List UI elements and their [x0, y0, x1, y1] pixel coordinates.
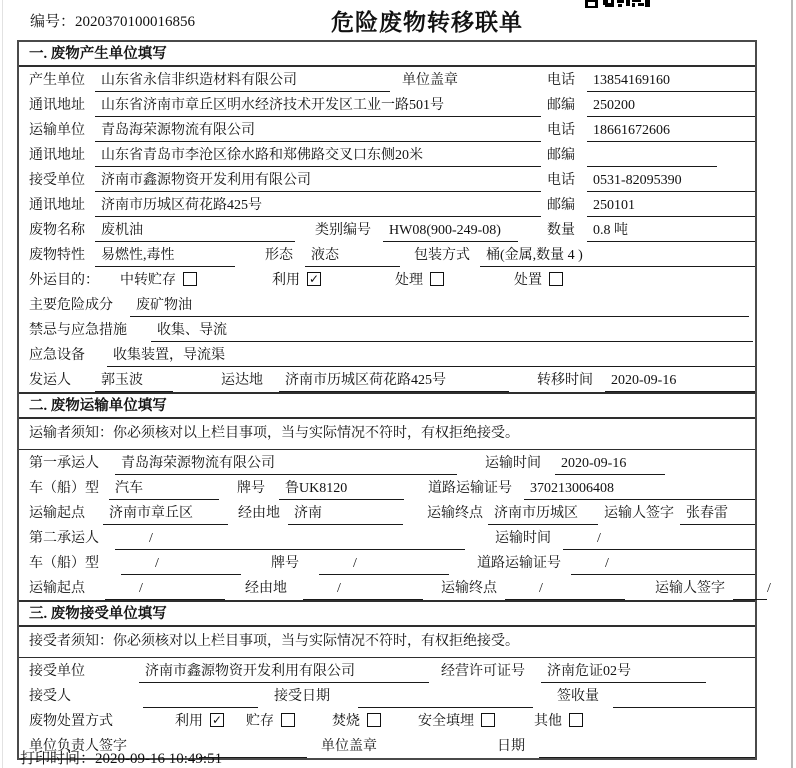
- section1-header: 一. 废物产生单位填写: [19, 42, 755, 67]
- terminus-value: 济南市历城区: [488, 502, 598, 525]
- disposal-option-store: [246, 710, 295, 733]
- option-label: 处理: [395, 273, 423, 288]
- unit-seal-label: 单位盖章: [402, 73, 458, 88]
- origin-value: 济南市章丘区: [103, 502, 228, 525]
- receiver-label: 接受单位: [29, 173, 85, 188]
- unit-seal-label: 单位盖章: [321, 739, 377, 754]
- address-label: 通讯地址: [29, 148, 85, 163]
- quantity-value: 0.8 吨: [587, 219, 755, 242]
- section3-notice: 接受者须知：你必须核对以上栏目事项，当与实际情况不符时，有权拒绝接受。: [19, 627, 755, 658]
- road-license-value: 370213006408: [524, 477, 755, 500]
- property-value: 易燃性,毒性: [95, 244, 235, 267]
- row-accept-unit: [19, 658, 755, 683]
- row-route1: [19, 500, 755, 525]
- terminus-label: 运输终点: [427, 506, 483, 521]
- section2-header: 二. 废物运输单位填写: [19, 392, 755, 419]
- plate-label: 牌号: [237, 481, 265, 496]
- zip-label: 邮编: [547, 148, 575, 163]
- receiver-value: 济南市鑫源物资开发利用有限公司: [95, 169, 541, 192]
- phone-value: 0531-82095390: [587, 169, 755, 192]
- accept-date-label: 接受日期: [274, 689, 330, 704]
- page-title: 危险废物转移联单: [331, 10, 523, 35]
- zip-label: 邮编: [547, 198, 575, 213]
- phone-value: 13854169160: [587, 69, 755, 92]
- hazard-label: 主要危险成分: [29, 298, 113, 313]
- equipment-value: 收集装置，导流渠: [107, 344, 755, 367]
- qr-code-fragment: [585, 0, 651, 11]
- signed-amount-value: [613, 685, 755, 708]
- accept-unit-label: 接受单位: [29, 664, 85, 679]
- zip-value: 250200: [587, 94, 755, 117]
- address-label: 通讯地址: [29, 198, 85, 213]
- zip-value: 250101: [587, 194, 755, 217]
- equipment-label: 应急设备: [29, 348, 85, 363]
- row-second-carrier: [19, 525, 755, 550]
- carrier2-value: /: [115, 527, 465, 550]
- row-route2: [19, 575, 771, 600]
- origin-value: /: [105, 577, 225, 600]
- row-emergency-equipment: [19, 342, 755, 367]
- address-value: 山东省济南市章丘区明水经济技术开发区工业一路501号: [95, 94, 541, 117]
- waste-name-value: 废机油: [95, 219, 295, 242]
- checkbox-mark: ✓: [308, 271, 320, 286]
- carrier-sign-label: 运输人签字: [604, 506, 674, 521]
- category-label: 类别编号: [315, 223, 371, 238]
- row-waste-property: [19, 242, 755, 267]
- plate-label: 牌号: [271, 556, 299, 571]
- road-license-value: /: [571, 552, 755, 575]
- serial-label: 编号：: [30, 14, 76, 30]
- address-value: 济南市历城区荷花路425号: [95, 194, 541, 217]
- carrier2-label: 第二承运人: [29, 531, 99, 546]
- option-label: 中转贮存: [120, 273, 176, 288]
- page-left-edge: [2, 0, 3, 768]
- checkbox-landfill-icon: [481, 713, 495, 727]
- permit-label: 经营许可证号: [441, 664, 525, 679]
- vehicle-type-label: 车（船）型: [29, 556, 99, 571]
- acceptor-label: 接受人: [29, 689, 71, 704]
- section2-notice: 运输者须知：你必须核对以上栏目事项，当与实际情况不符时，有权拒绝接受。: [19, 419, 755, 450]
- emergency-value: 收集、导流: [151, 319, 753, 342]
- plate-value: /: [319, 552, 449, 575]
- manifest-form: [17, 40, 771, 760]
- shipper-value: 郭玉波: [95, 369, 173, 392]
- purpose-option-storage: [120, 269, 197, 292]
- packing-value: 桶(金属,数量 4 ): [480, 244, 755, 267]
- row-emergency-measures: [19, 317, 755, 342]
- print-time-value: 2020-09-16 10:49:51: [95, 751, 223, 767]
- road-license-label: 道路运输证号: [428, 481, 512, 496]
- purpose-option-treat: [395, 269, 444, 292]
- destination-value: 济南市历城区荷花路425号: [279, 369, 509, 392]
- origin-label: 运输起点: [29, 506, 85, 521]
- disposal-label: 废物处置方式: [29, 714, 113, 729]
- disposal-option-incinerate: [332, 710, 381, 733]
- accept-unit-value: 济南市鑫源物资开发利用有限公司: [139, 660, 429, 683]
- checkbox-storage-icon: [183, 272, 197, 286]
- emergency-label: 禁忌与应急措施: [29, 323, 127, 338]
- transport-time-value: /: [563, 527, 755, 550]
- phone-label: 电话: [547, 173, 575, 188]
- zip-label: 邮编: [547, 98, 575, 113]
- terminus-label: 运输终点: [441, 581, 497, 596]
- option-label: 处置: [514, 273, 542, 288]
- carrier-sign-label: 运输人签字: [655, 581, 725, 596]
- checkbox-treat-icon: [430, 272, 444, 286]
- phone-label: 电话: [547, 123, 575, 138]
- date-label: 日期: [497, 739, 525, 754]
- transporter-value: 青岛海荣源物流有限公司: [95, 119, 541, 142]
- property-label: 废物特性: [29, 248, 85, 263]
- print-time: [20, 747, 222, 768]
- vehicle-type-value: /: [121, 552, 241, 575]
- producer-label: 产生单位: [29, 73, 85, 88]
- carrier-sign-value: 张春雷: [680, 502, 755, 525]
- transport-time-label: 运输时间: [485, 456, 541, 471]
- accept-date-value: [358, 685, 533, 708]
- road-license-label: 道路运输证号: [477, 556, 561, 571]
- phone-label: 电话: [547, 73, 575, 88]
- transport-time-label: 运输时间: [495, 531, 551, 546]
- carrier1-label: 第一承运人: [29, 456, 99, 471]
- date-value: [539, 735, 755, 758]
- carrier-sign-value: /: [733, 577, 767, 600]
- checkbox-utilize-icon: [307, 272, 321, 286]
- checkbox-mark: ✓: [211, 712, 223, 727]
- checkbox-incinerate-icon: [367, 713, 381, 727]
- print-time-label: 打印时间：: [20, 751, 96, 767]
- row-shipper: [19, 367, 755, 392]
- section3-header: 三. 废物接受单位填写: [19, 600, 755, 627]
- transporter-label: 运输单位: [29, 123, 85, 138]
- carrier1-value: 青岛海荣源物流有限公司: [115, 452, 457, 475]
- packing-label: 包装方式: [414, 248, 470, 263]
- address-label: 通讯地址: [29, 98, 85, 113]
- checkbox-store-icon: [281, 713, 295, 727]
- disposal-option-landfill: [418, 710, 495, 733]
- row-vehicle2: [19, 550, 755, 575]
- option-label: 利用: [272, 273, 300, 288]
- disposal-option-other: [534, 710, 583, 733]
- hazard-value: 废矿物油: [130, 294, 749, 317]
- signed-amount-label: 签收量: [557, 689, 599, 704]
- transport-time-value: 2020-09-16: [555, 452, 665, 475]
- category-value: HW08(900-249-08): [383, 219, 518, 242]
- row-waste-name: [19, 217, 755, 242]
- terminus-value: /: [505, 577, 625, 600]
- checkbox-other-icon: [569, 713, 583, 727]
- serial-value: 2020370100016856: [75, 14, 196, 30]
- row-acceptor: [19, 683, 755, 708]
- origin-label: 运输起点: [29, 581, 85, 596]
- zip-value: [587, 144, 717, 167]
- row-first-carrier: [19, 450, 755, 475]
- option-label: 其他: [534, 714, 562, 729]
- option-label: 利用: [175, 714, 203, 729]
- via-value: /: [303, 577, 423, 600]
- row-transporter-address: [19, 142, 755, 167]
- acceptor-value: [143, 685, 258, 708]
- option-label: 贮存: [246, 714, 274, 729]
- phone-value: 18661672606: [587, 119, 755, 142]
- waste-name-label: 废物名称: [29, 223, 85, 238]
- vehicle-type-label: 车（船）型: [29, 481, 99, 496]
- checkbox-utilize-icon: [210, 713, 224, 727]
- head-sign-label: 单位负责人签字: [29, 739, 127, 754]
- destination-label: 运达地: [221, 373, 263, 388]
- row-vehicle1: [19, 475, 755, 500]
- row-receiver-address: [19, 192, 755, 217]
- permit-value: 济南危证02号: [541, 660, 706, 683]
- transfer-time-label: 转移时间: [537, 373, 593, 388]
- row-hazard-component: [19, 292, 755, 317]
- row-transporter: [19, 117, 755, 142]
- serial-number: [30, 10, 195, 31]
- vehicle-type-value: 汽车: [109, 477, 219, 500]
- purpose-option-dispose: [514, 269, 563, 292]
- disposal-option-utilize: [175, 710, 224, 733]
- via-label: 经由地: [238, 506, 280, 521]
- option-label: 安全填埋: [418, 714, 474, 729]
- via-label: 经由地: [245, 581, 287, 596]
- row-producer-address: [19, 92, 755, 117]
- address-value: 山东省青岛市李沧区徐水路和郑佛路交叉口东侧20米: [95, 144, 541, 167]
- option-label: 焚烧: [332, 714, 360, 729]
- page-right-edge: [791, 0, 793, 768]
- via-value: 济南: [288, 502, 403, 525]
- shipper-label: 发运人: [29, 373, 71, 388]
- form-label: 形态: [265, 248, 293, 263]
- transfer-time-value: 2020-09-16: [605, 369, 755, 392]
- form-value: 液态: [305, 244, 400, 267]
- producer-value: 山东省永信非织造材料有限公司: [95, 69, 390, 92]
- row-receiver: [19, 167, 755, 192]
- quantity-label: 数量: [547, 223, 575, 238]
- purpose-option-utilize: [272, 269, 321, 292]
- purpose-label: 外运目的：: [29, 273, 99, 288]
- row-producer: [19, 67, 755, 92]
- row-transfer-purpose: [19, 267, 755, 292]
- row-disposal-method: [19, 708, 755, 733]
- plate-value: 鲁UK8120: [279, 477, 404, 500]
- checkbox-dispose-icon: [549, 272, 563, 286]
